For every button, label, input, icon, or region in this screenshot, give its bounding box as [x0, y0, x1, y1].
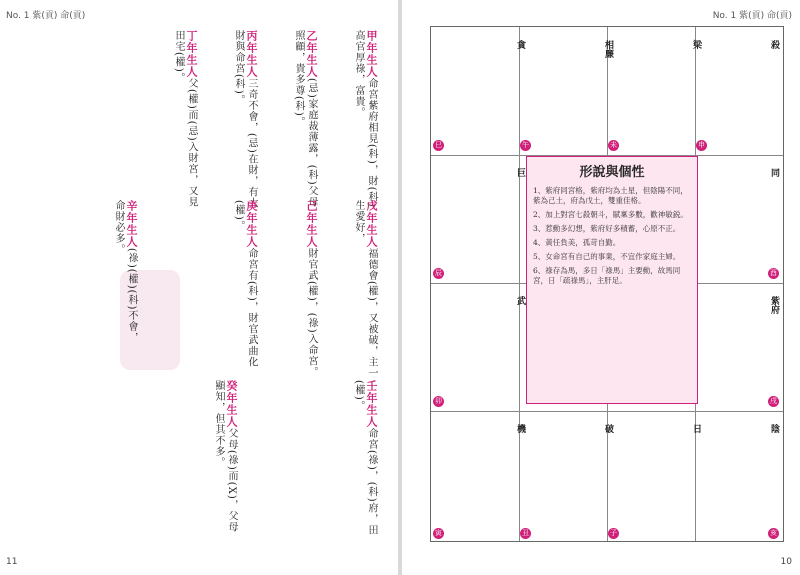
palace-label: 殺 — [769, 40, 779, 49]
palace-label: 破 — [603, 424, 613, 433]
col-9: 壬年生人命宮(祿)，(科)府，田(權)。 — [353, 380, 378, 536]
center-title: 形說與個性 — [579, 165, 645, 180]
palace-label: 巨 — [515, 168, 525, 177]
col-4: 丁年生人父(權)而(忌)入財宮，又見田宅(權)。 — [173, 30, 198, 208]
center-item: 4、黃任負美，孤苛自勤。 — [533, 238, 621, 247]
branch-badge: 申 — [698, 141, 705, 149]
col-3: 丙年生人三奇不會，(忌)在財，有大財與命宮(科)。 — [233, 30, 258, 209]
branch-badge: 卯 — [435, 397, 442, 405]
col-6: 己年生人財官武(權)，(祿)入命宮。 — [305, 200, 318, 378]
center-item: 6、祿存為馬，多日「祿馬」主要動，故馬同宮，日「疏祿馬」，主肝足。 — [533, 266, 681, 285]
left-running-header: No. 1 紫(貢) 命(貢) — [6, 11, 86, 21]
palace-label: 機 — [515, 424, 525, 433]
col-1: 甲年生人命宮紫府相見(科)，財(科)高官厚祿，富貴。 — [353, 30, 378, 208]
branch-badge: 寅 — [435, 529, 442, 537]
palace-label: 貪 — [515, 40, 525, 49]
palace-label: 武 — [515, 296, 525, 305]
palace-label: 陰 — [769, 424, 779, 433]
branch-badge: 辰 — [435, 269, 442, 277]
col-2: 乙年生人(忌)家庭裁薄露，(科)父母照顧，貴多尊(科)。 — [293, 30, 318, 208]
palace-label: 相廉 — [603, 40, 613, 58]
center-item: 1、紫府同宮格，紫府均為土星，但陰陽不同，紫為己土，府為戊土，雙重佳格。 — [533, 186, 688, 205]
left-page — [0, 0, 398, 575]
col-5: 戊年生人福德會(權)，又被破，主一生愛好， — [353, 200, 378, 379]
palace-label: 日 — [691, 424, 701, 433]
branch-badge: 子 — [610, 529, 617, 537]
branch-badge: 丑 — [522, 529, 529, 537]
right-running-header: No. 1 紫(貢) 命(貢) — [712, 11, 792, 21]
palace-label: 紫府 — [769, 296, 779, 314]
left-page-number: 11 — [6, 557, 18, 567]
branch-badge: 巳 — [435, 141, 442, 149]
center-item: 5、女命宮有自己的事業，不宜作家庭主婦。 — [533, 252, 681, 261]
col-8: 辛年生人(祿)(權)(科)不會，命財必多。 — [113, 200, 138, 344]
right-page-number: 10 — [780, 557, 792, 567]
center-item: 3、惹動多幻想，紫府好多積蓄，心原不正。 — [533, 224, 681, 233]
center-box — [526, 156, 698, 404]
branch-badge: 亥 — [770, 529, 777, 537]
branch-badge: 未 — [610, 141, 617, 149]
center-item: 2、加上對宮七殺朝斗，賦稟多數，歡神敏鋭。 — [533, 210, 688, 219]
palace-label: 同 — [769, 168, 779, 177]
col-10: 癸年生人父母(祿)而(X)，父母顯知，但其不多。 — [213, 380, 238, 533]
branch-badge: 午 — [522, 141, 529, 149]
branch-badge: 酉 — [770, 269, 777, 277]
palace-label: 梁 — [691, 40, 701, 49]
branch-badge: 戌 — [770, 397, 777, 405]
col-7: 庚年生人命宮有(科)，財官武曲化(權)。 — [233, 200, 258, 368]
